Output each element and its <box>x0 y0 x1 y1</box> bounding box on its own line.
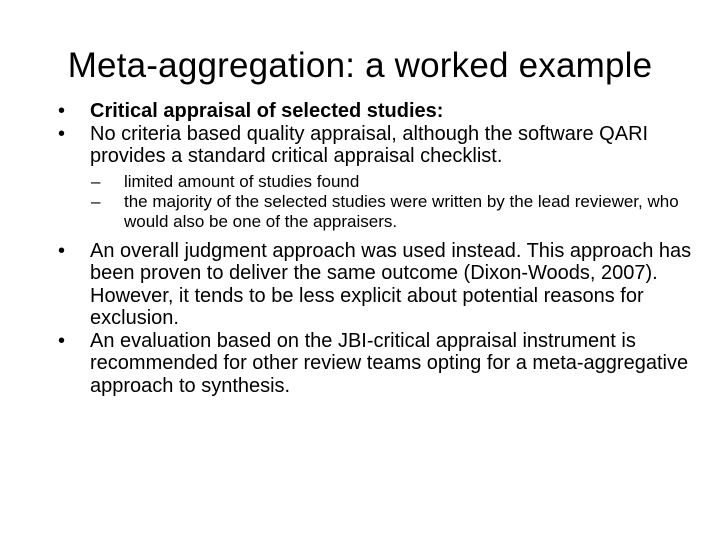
bullet-item-no-criteria <box>56 123 696 168</box>
bullet-item-overall-judgment <box>56 240 696 330</box>
bullet-icon: • <box>58 122 66 145</box>
bullet-icon: • <box>58 329 66 352</box>
bullet-text: Critical appraisal of selected studies: <box>90 100 444 122</box>
sub-bullet-list <box>56 172 696 232</box>
sub-bullet-text: limited amount of studies found <box>124 171 360 191</box>
bullet-icon: • <box>58 100 66 122</box>
bullet-item-jbi-evaluation <box>56 330 696 398</box>
slide-title: Meta-aggregation: a worked example <box>67 46 653 85</box>
dash-icon: – <box>91 171 101 191</box>
dash-icon: – <box>91 191 101 211</box>
sub-bullet-text: the majority of the selected studies were written by the lead reviewer, who would also be one of the appraisers. <box>124 191 679 231</box>
bullet-icon: • <box>58 239 66 262</box>
sub-bullet-item-limited-studies <box>56 172 696 192</box>
bullet-text: No criteria based quality appraisal, although the software QARI provides a standard critical appraisal checklist. <box>90 122 649 167</box>
bullet-item-critical-appraisal <box>56 100 696 123</box>
bullet-text: An overall judgment approach was used instead. This approach has been proven to deliver the same outcome (Dixon-Woods, 2007). However, it tends to be less explicit about potential reasons for exclusion. <box>90 239 692 329</box>
sub-bullet-item-majority-lead-reviewer <box>56 192 696 232</box>
bullet-text: An evaluation based on the JBI-critical appraisal instrument is recommended for other review teams opting for a meta-aggregative approach to synthesis. <box>90 329 689 397</box>
slide-body <box>56 100 696 397</box>
